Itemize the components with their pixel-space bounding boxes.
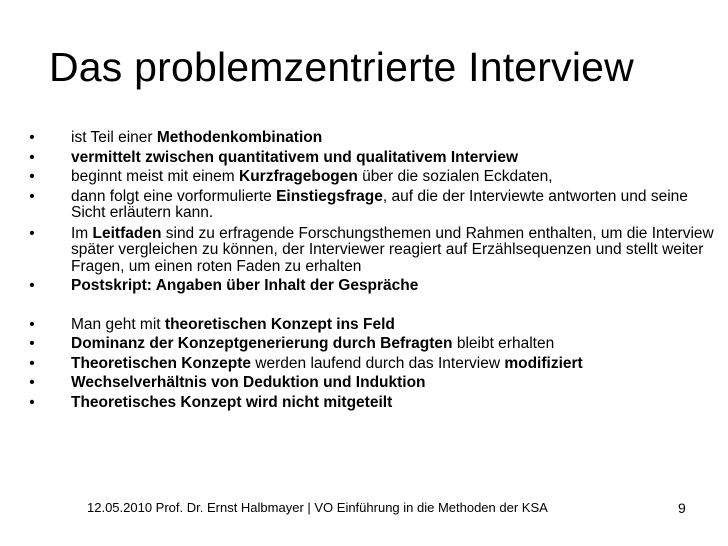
text: über die sozialen Eckdaten, — [357, 168, 553, 185]
text: , auf die der Interviewte antworten und seine Sicht erläutern kann. — [71, 187, 688, 221]
bullet-symbol: • — [29, 354, 35, 372]
bullet-symbol: • — [29, 393, 35, 411]
bullet-item — [26, 130, 716, 147]
text: werden laufend durch das Interview — [251, 354, 505, 372]
bullet-item — [26, 189, 716, 222]
bullet-item — [26, 169, 716, 186]
bullet-item — [26, 375, 716, 392]
bullet-item — [26, 395, 716, 412]
footer-text: 12.05.2010 Prof. Dr. Ernst Halbmayer | VO Einführung in die Methoden der KSA — [87, 500, 548, 515]
text: sind zu erfragende Forschungsthemen und Rahmen enthalten, um die Interview später vergleichen zu können, der Interviewer reagiert auf Erzählsequenzen und stellt weiter Fragen, um einen roten Faden zu erhalten — [71, 224, 714, 275]
text: Im — [71, 224, 93, 242]
bullet-item — [26, 278, 716, 295]
text: ist Teil einer — [71, 129, 157, 146]
bullet-symbol: • — [29, 335, 35, 352]
bold-text: Methodenkombination — [156, 129, 323, 146]
bold-text: Leitfaden — [92, 224, 162, 242]
bold-text: vermittelt zwischen quantitativem und qualitativem Interview — [71, 148, 519, 166]
bullet-list — [26, 130, 716, 414]
slide-title: Das problemzentrierte Interview — [49, 44, 634, 90]
bold-text: Theoretisches Konzept wird nicht mitgeteilt — [71, 393, 393, 411]
bullet-symbol: • — [29, 187, 35, 205]
text: beginnt meist mit einem — [71, 168, 239, 185]
bold-text: Postskript: Angaben über Inhalt der Gespräche — [71, 277, 419, 294]
bullet-item — [26, 150, 716, 167]
page-number: 9 — [678, 500, 686, 516]
bold-text: Wechselverhältnis von Deduktion und Induktion — [71, 374, 426, 391]
bullet-symbol: • — [29, 224, 35, 242]
bullet-item — [26, 317, 716, 334]
bold-text: Theoretischen Konzepte — [71, 354, 251, 372]
bold-text: modifiziert — [504, 354, 583, 372]
bold-text: Dominanz der Konzeptgenerierung durch Befragten — [71, 335, 453, 352]
bullet-symbol: • — [29, 148, 35, 166]
text: bleibt erhalten — [452, 335, 555, 352]
bullet-item — [26, 226, 716, 276]
bold-text: theoretischen Konzept ins Feld — [164, 315, 395, 333]
bullet-symbol: • — [29, 277, 35, 294]
bullet-item — [26, 356, 716, 373]
bullet-symbol: • — [29, 374, 35, 391]
bullet-symbol: • — [29, 315, 35, 333]
bullet-item — [26, 336, 716, 353]
bullet-symbol: • — [29, 168, 35, 185]
bold-text: Einstiegsfrage — [276, 187, 383, 205]
bold-text: Kurzfragebogen — [239, 168, 358, 185]
text: dann folgt eine vorformulierte — [71, 187, 277, 205]
text: Man geht mit — [71, 315, 165, 333]
bullet-symbol: • — [29, 129, 35, 146]
